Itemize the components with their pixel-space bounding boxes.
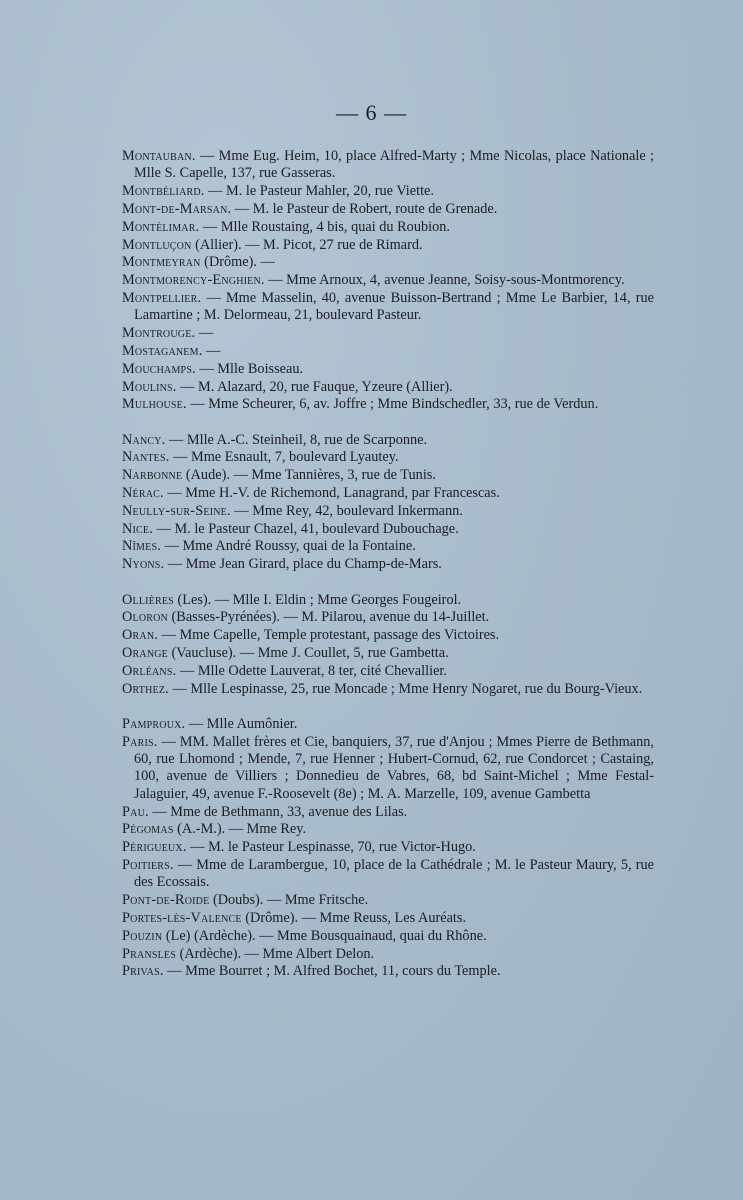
directory-entry [122,201,654,218]
directory-entry [122,183,654,200]
entry-details: — Mlle Boisseau. [195,360,304,377]
place-name: Nantes. [122,449,170,466]
directory-entry [122,379,654,396]
entry-details: (Vaucluse). — Mme J. Coullet, 5, rue Gambetta. [167,644,449,661]
directory-entry [122,609,654,626]
directory-entry [122,254,654,271]
entry-details: — Mme Scheurer, 6, av. Joffre ; Mme Bindschedler, 33, rue de Verdun. [186,396,599,413]
entry-details: — Mme Rey, 42, boulevard Inkermann. [230,502,463,519]
place-name: Montbéliard. [122,183,205,200]
entry-details: — MM. Mallet frères et Cie, banquiers, 37, rue d'Anjou ; Mmes Pierre de Bethmann, 60, rue Lhomond ; Mende, 7, rue Henner ; Hubert-Cornud, 62, rue Condorcet ; Castaing, 100, avenue de Villiers ; Donnedieu de Vabres, 68, bd Saint-Michel ; Mme Festal-Jalaguier, 49, avenue F.-Roosevelt (8e) ; M. A. Marzelle, 109, avenue Gambetta [134,733,654,802]
place-name: Montpellier. [122,289,202,306]
entry-details: — Mlle Roustaing, 4 bis, quai du Roubion. [199,218,450,235]
entry-details: — Mme Capelle, Temple protestant, passage des Victoires. [158,627,500,644]
place-name: Pamproux. [122,715,186,732]
entry-details: — Mme André Roussy, quai de la Fontaine. [161,538,416,555]
directory-entry [122,663,654,680]
entry-details: (Drôme). — Mme Reuss, Les Auréats. [241,910,467,927]
entry-details: — M. le Pasteur de Robert, route de Grenade. [231,201,498,217]
place-name: Montmorency-Enghien. [122,272,265,289]
directory-entry [122,839,654,856]
group-separator [122,414,654,432]
place-name: Nancy. [122,431,166,448]
directory-entry [122,857,654,892]
directory-entry [122,928,654,945]
place-name: Périgueux. [122,839,187,856]
entry-details: — Mlle A.-C. Steinheil, 8, rue de Scarponne. [165,431,428,448]
place-name: Mostaganem. [122,342,203,359]
directory-entry [122,963,654,980]
place-name: Nîmes. [122,538,161,555]
directory-entry [122,521,654,538]
place-name: Montluçon [122,236,192,253]
directory-entry [122,467,654,484]
place-name: Pau. [122,803,149,820]
place-name: Montmeyran [122,254,201,271]
directory-entry [122,538,654,555]
place-name: Orthez. [122,680,169,697]
entry-details: — Mlle Aumônier. [185,715,298,732]
entry-details: — [195,325,214,342]
place-name: Orléans. [122,662,177,679]
entry-details: — Mme H.-V. de Richemond, Lanagrand, par Francescas. [163,485,500,502]
entry-details: — M. le Pasteur Chazel, 41, boulevard Dubouchage. [153,520,459,537]
directory-entry [122,148,654,183]
place-name: Montauban. [122,148,196,164]
place-name: Mont-de-Marsan. [122,201,232,217]
directory-entry [122,325,654,342]
entry-details: — M. le Pasteur Lespinasse, 70, rue Victor-Hugo. [186,839,476,856]
directory-entry [122,910,654,927]
directory-entry [122,219,654,236]
group-separator [122,574,654,592]
entry-details: (Les). — Mlle I. Eldin ; Mme Georges Fougeirol. [173,591,462,608]
directory-entry [122,592,654,609]
place-name: Pransles [122,945,177,962]
place-name: Poitiers. [122,857,174,874]
directory-entry [122,343,654,360]
directory-entry [122,290,654,325]
directory-entry [122,946,654,963]
page-number: — 6 — [336,100,407,125]
entry-details: — Mme Jean Girard, place du Champ-de-Mars. [164,556,442,573]
directory-entry [122,396,654,413]
directory-list [122,148,654,981]
directory-entry [122,272,654,289]
letter-group [122,432,654,574]
place-name: Orange [122,644,168,661]
entry-details: (Drôme). — [200,254,275,271]
directory-entry [122,645,654,662]
letter-group [122,148,654,414]
entry-details: — Mme Eug. Heim, 10, place Alfred-Marty ; Mme Nicolas, place Nationale ; Mlle S. Capelle, 137, rue Gasseras. [134,148,654,182]
place-name: Oloron [122,609,168,626]
directory-entry [122,681,654,698]
entry-details: — [202,342,221,359]
letter-group [122,716,654,981]
entry-details: (Allier). — M. Picot, 27 rue de Rimard. [191,236,423,253]
entry-details: — Mme Masselin, 40, avenue Buisson-Bertrand ; Mme Le Barbier, 14, rue Lamartine ; M. Delormeau, 21, boulevard Pasteur. [134,289,654,324]
entry-details: (Doubs). — Mme Fritsche. [209,892,369,909]
entry-details: (A.-M.). — Mme Rey. [173,821,307,838]
place-name: Neully-sur-Seine. [122,502,231,519]
place-name: Mouchamps. [122,360,196,377]
directory-entry [122,237,654,254]
place-name: Privas. [122,963,164,980]
directory-entry [122,485,654,502]
entry-details: — Mme Esnault, 7, boulevard Lyautey. [169,449,399,466]
letter-group [122,592,654,698]
entry-details: — Mme Arnoux, 4, avenue Jeanne, Soisy-sous-Montmorency. [264,272,625,289]
place-name: Nyons. [122,556,165,573]
place-name: Portes-lès-Valence [122,910,242,927]
directory-entry [122,627,654,644]
directory-entry [122,821,654,838]
place-name: Pégomas [122,821,174,838]
directory-entry [122,892,654,909]
place-name: Narbonne [122,467,183,484]
entry-details: — Mlle Odette Lauverat, 8 ter, cité Chevallier. [176,662,447,679]
place-name: Oran. [122,627,159,644]
entry-details: — Mme Bourret ; M. Alfred Bochet, 11, cours du Temple. [163,963,501,980]
entry-details: — Mlle Lespinasse, 25, rue Moncade ; Mme Henry Nogaret, rue du Bourg-Vieux. [168,680,643,697]
directory-entry [122,734,654,804]
directory-entry [122,804,654,821]
place-name: Montélimar. [122,218,200,235]
entry-details: — Mme de Larambergue, 10, place de la Cathédrale ; M. le Pasteur Maury, 5, rue des Ecossais. [134,857,654,891]
entry-details: (Le) (Ardèche). — Mme Bousquainaud, quai du Rhône. [162,927,487,944]
place-name: Moulins. [122,378,177,395]
directory-entry [122,503,654,520]
place-name: Ollières [122,591,174,608]
place-name: Nérac. [122,485,164,502]
directory-entry [122,716,654,733]
entry-details: (Aude). — Mme Tannières, 3, rue de Tunis. [182,467,436,484]
entry-details: — M. Alazard, 20, rue Fauque, Yzeure (Allier). [176,378,453,395]
place-name: Nice. [122,520,154,537]
place-name: Paris. [122,733,158,750]
place-name: Pouzin [122,927,163,944]
place-name: Pont-de-Roide [122,892,210,909]
place-name: Mulhouse. [122,396,187,413]
entry-details: — Mme de Bethmann, 33, avenue des Lilas. [148,803,408,820]
directory-entry [122,432,654,449]
directory-entry [122,449,654,466]
directory-entry [122,361,654,378]
group-separator [122,698,654,716]
entry-details: — M. le Pasteur Mahler, 20, rue Viette. [204,183,434,200]
place-name: Montrouge. [122,325,196,342]
entry-details: (Ardèche). — Mme Albert Delon. [176,945,375,962]
entry-details: (Basses-Pyrénées). — M. Pilarou, avenue du 14-Juillet. [167,609,490,626]
directory-entry [122,556,654,573]
